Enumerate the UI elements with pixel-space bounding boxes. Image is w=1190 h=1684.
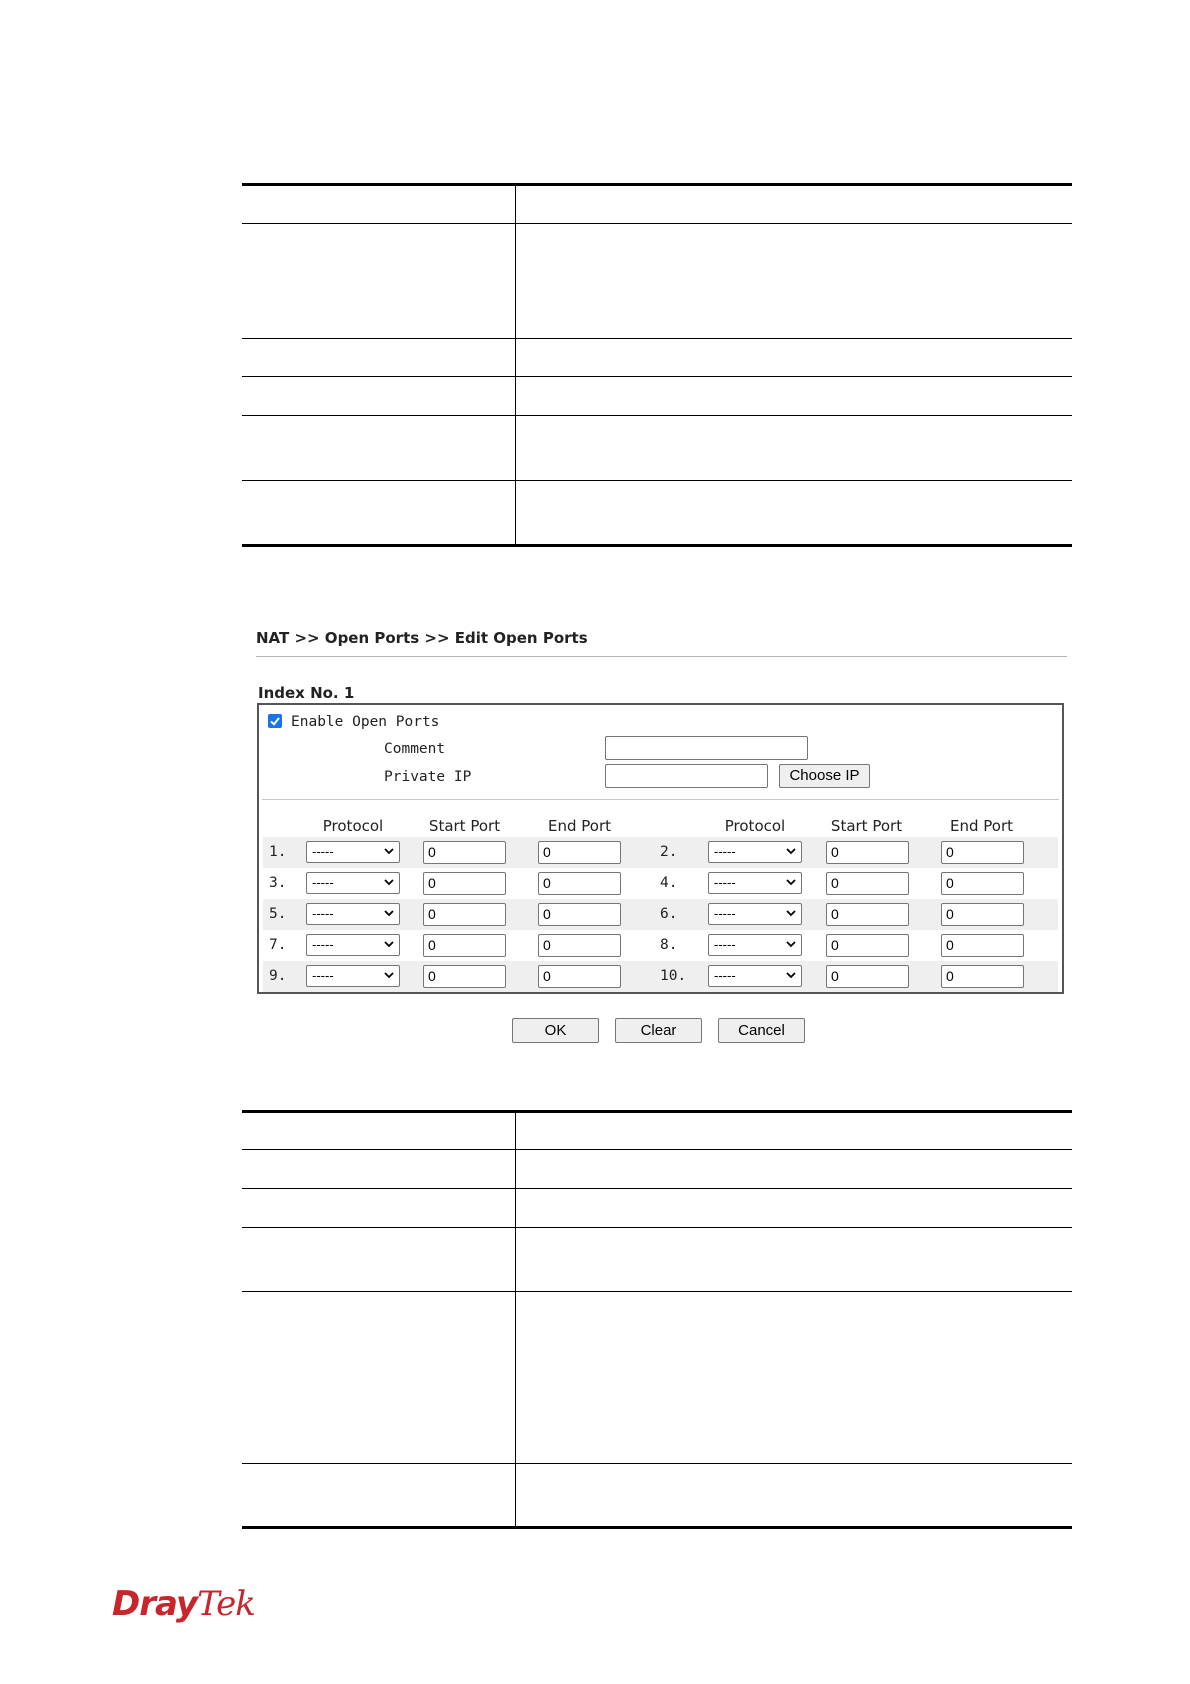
protocol-select[interactable] bbox=[306, 903, 400, 925]
entry-index: 5. bbox=[269, 906, 287, 922]
protocol-select[interactable] bbox=[708, 934, 802, 956]
protocol-select-value: ----- bbox=[714, 906, 736, 921]
col-header-protocol-right: Protocol bbox=[724, 817, 786, 835]
draytek-logo bbox=[112, 1584, 255, 1626]
start-port-input[interactable]: 0 bbox=[826, 903, 909, 926]
private-ip-input[interactable] bbox=[605, 764, 768, 788]
port-row bbox=[263, 930, 1058, 961]
index-label: Index No. 1 bbox=[258, 684, 355, 702]
logo-part-dray: Dray bbox=[112, 1584, 198, 1624]
protocol-select[interactable] bbox=[306, 872, 400, 894]
start-port-input[interactable]: 0 bbox=[423, 872, 506, 895]
breadcrumb: NAT >> Open Ports >> Edit Open Ports bbox=[256, 629, 588, 647]
chevron-down-icon bbox=[384, 910, 394, 917]
port-row bbox=[263, 868, 1058, 899]
port-row bbox=[263, 961, 1058, 992]
chevron-down-icon bbox=[786, 848, 796, 855]
chevron-down-icon bbox=[786, 972, 796, 979]
open-ports-panel bbox=[257, 703, 1064, 994]
description-table-bottom bbox=[242, 1110, 1072, 1529]
enable-open-ports-label: Enable Open Ports bbox=[291, 714, 440, 730]
start-port-input[interactable]: 0 bbox=[423, 934, 506, 957]
end-port-input[interactable]: 0 bbox=[538, 872, 621, 895]
protocol-select-value: ----- bbox=[312, 875, 334, 890]
start-port-input[interactable]: 0 bbox=[423, 965, 506, 988]
end-port-input[interactable]: 0 bbox=[941, 841, 1024, 864]
port-row bbox=[263, 837, 1058, 868]
entry-index: 6. bbox=[660, 906, 678, 922]
entry-index: 8. bbox=[660, 937, 678, 953]
protocol-select[interactable] bbox=[708, 872, 802, 894]
entry-index: 7. bbox=[269, 937, 287, 953]
protocol-select-value: ----- bbox=[312, 844, 334, 859]
end-port-input[interactable]: 0 bbox=[941, 934, 1024, 957]
ok-button[interactable]: OK bbox=[512, 1018, 599, 1043]
end-port-input[interactable]: 0 bbox=[941, 903, 1024, 926]
start-port-input[interactable]: 0 bbox=[826, 965, 909, 988]
choose-ip-button[interactable]: Choose IP bbox=[779, 764, 870, 788]
panel-divider bbox=[262, 799, 1059, 800]
enable-open-ports-checkbox[interactable] bbox=[268, 714, 282, 728]
logo-part-tek: Tek bbox=[197, 1584, 255, 1624]
end-port-input[interactable]: 0 bbox=[538, 965, 621, 988]
chevron-down-icon bbox=[384, 879, 394, 886]
chevron-down-icon bbox=[786, 910, 796, 917]
protocol-select-value: ----- bbox=[714, 844, 736, 859]
end-port-input[interactable]: 0 bbox=[538, 903, 621, 926]
entry-index: 9. bbox=[269, 968, 287, 984]
protocol-select-value: ----- bbox=[312, 968, 334, 983]
chevron-down-icon bbox=[786, 941, 796, 948]
entry-index: 2. bbox=[660, 844, 678, 860]
protocol-select[interactable] bbox=[708, 903, 802, 925]
chevron-down-icon bbox=[384, 941, 394, 948]
col-header-start-left: Start Port bbox=[428, 817, 501, 835]
col-header-end-left: End Port bbox=[547, 817, 611, 835]
end-port-input[interactable]: 0 bbox=[941, 965, 1024, 988]
start-port-input[interactable]: 0 bbox=[826, 934, 909, 957]
comment-label: Comment bbox=[384, 741, 446, 757]
entry-index: 10. bbox=[660, 968, 687, 984]
protocol-select-value: ----- bbox=[312, 937, 334, 952]
entry-index: 4. bbox=[660, 875, 678, 891]
clear-button[interactable]: Clear bbox=[615, 1018, 702, 1043]
chevron-down-icon bbox=[384, 848, 394, 855]
col-header-end-right: End Port bbox=[949, 817, 1013, 835]
protocol-select-value: ----- bbox=[714, 968, 736, 983]
private-ip-label: Private IP bbox=[384, 769, 472, 785]
col-header-protocol-left: Protocol bbox=[322, 817, 384, 835]
entry-index: 1. bbox=[269, 844, 287, 860]
protocol-select-value: ----- bbox=[312, 906, 334, 921]
start-port-input[interactable]: 0 bbox=[826, 841, 909, 864]
protocol-select[interactable] bbox=[306, 841, 400, 863]
checkmark-icon bbox=[269, 715, 281, 727]
start-port-input[interactable]: 0 bbox=[826, 872, 909, 895]
protocol-select-value: ----- bbox=[714, 875, 736, 890]
chevron-down-icon bbox=[384, 972, 394, 979]
end-port-input[interactable]: 0 bbox=[941, 872, 1024, 895]
entry-index: 3. bbox=[269, 875, 287, 891]
protocol-select[interactable] bbox=[306, 965, 400, 987]
cancel-button[interactable]: Cancel bbox=[718, 1018, 805, 1043]
comment-input[interactable] bbox=[605, 736, 808, 760]
breadcrumb-divider bbox=[256, 656, 1067, 657]
end-port-input[interactable]: 0 bbox=[538, 841, 621, 864]
protocol-select[interactable] bbox=[306, 934, 400, 956]
start-port-input[interactable]: 0 bbox=[423, 903, 506, 926]
start-port-input[interactable]: 0 bbox=[423, 841, 506, 864]
port-row bbox=[263, 899, 1058, 930]
protocol-select[interactable] bbox=[708, 965, 802, 987]
col-header-start-right: Start Port bbox=[830, 817, 903, 835]
chevron-down-icon bbox=[786, 879, 796, 886]
protocol-select-value: ----- bbox=[714, 937, 736, 952]
end-port-input[interactable]: 0 bbox=[538, 934, 621, 957]
description-table-top bbox=[242, 183, 1072, 547]
protocol-select[interactable] bbox=[708, 841, 802, 863]
